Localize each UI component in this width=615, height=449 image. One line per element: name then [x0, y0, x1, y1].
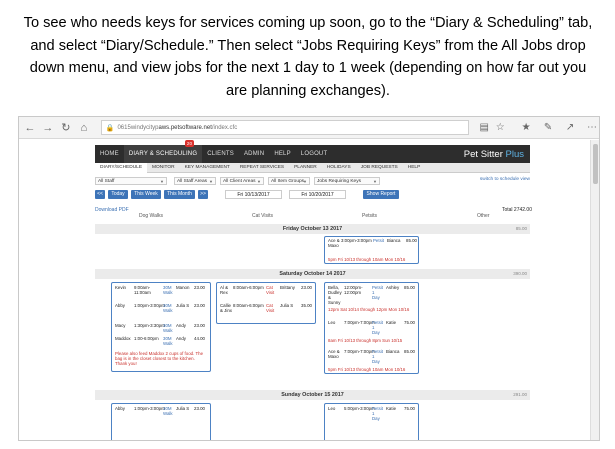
client-areas-select[interactable] — [220, 177, 264, 185]
job-pet-name: Abby — [115, 303, 126, 308]
job-staff: Andy — [176, 323, 187, 328]
job-pet-name: Maddox — [115, 336, 131, 341]
job-card[interactable] — [324, 236, 419, 264]
filter-bar — [95, 177, 530, 187]
client-areas-value: All Client Areas — [223, 179, 256, 184]
staff-select[interactable] — [95, 177, 167, 185]
job-amount: 35.00 — [301, 303, 312, 308]
job-amount: 85.00 — [404, 285, 415, 290]
job-pet-name: Al & Rex — [220, 285, 229, 295]
nav-admin[interactable]: ADMIN — [243, 151, 265, 157]
page-viewport — [19, 140, 590, 440]
day-amount: 291.00 — [513, 392, 527, 397]
col-petsits: Petsits — [362, 213, 378, 219]
chevron-down-icon: ▼ — [373, 179, 377, 184]
job-note: 5pm Fri 10/13 through 10am Mon 10/16 — [328, 367, 406, 372]
staff-select-value: All Staff — [98, 179, 115, 184]
lock-icon: 🔒 — [105, 124, 115, 132]
chevron-down-icon: ▼ — [257, 179, 261, 184]
job-time: 1:30pm-3:30pm — [134, 323, 165, 328]
to-date-field[interactable]: Fri 10/20/2017 — [289, 190, 346, 199]
subnav-monitor[interactable]: MONITOR — [152, 164, 175, 170]
browser-toolbar — [19, 117, 599, 139]
nav-diary-scheduling-label: DIARY & SCHEDULING — [128, 151, 198, 157]
job-time: 8:00am-6:00pm — [233, 285, 264, 290]
subnav-holidays[interactable]: HOLIDAYS — [326, 164, 351, 170]
notification-badge: 20 — [186, 141, 193, 146]
job-amount: 85.00 — [406, 238, 417, 243]
sub-nav — [95, 163, 530, 173]
job-amount: 44.00 — [194, 336, 205, 341]
subnav-planner[interactable]: PLANNER — [294, 164, 317, 170]
nav-clients[interactable]: CLIENTS — [207, 151, 234, 157]
instruction-caption: To see who needs keys for services coming up soon, go to the “Diary & Scheduling” tab, and select “Diary/Schedule.” Then select “Jobs Requiring Keys” from the All Jobs drop down menu, and view jobs for the next 1 day to 1 week (depending on how far out you are planning exchanges). — [23, 15, 593, 99]
job-staff: Julia S — [176, 406, 190, 411]
job-pet-name: Leo — [328, 406, 336, 411]
day-title: Saturday October 14 2017 — [279, 271, 346, 277]
job-staff: Ashley — [386, 285, 400, 290]
jobs-select[interactable] — [314, 177, 380, 185]
job-card[interactable] — [111, 282, 211, 372]
subnav-key-management[interactable]: KEY MANAGEMENT — [184, 164, 230, 170]
job-pet-name: Abby — [115, 406, 126, 411]
job-staff: Bianca — [386, 349, 400, 354]
job-amount: 23.00 — [301, 285, 312, 290]
staff-areas-value: All Staff Areas — [177, 179, 208, 184]
this-month-button[interactable]: This Month — [164, 190, 195, 199]
chevron-down-icon: ▼ — [303, 179, 307, 184]
chevron-down-icon: ▼ — [209, 179, 213, 184]
refresh-icon[interactable]: ↻ — [61, 122, 71, 134]
job-time: 1:00pm-3:00pm — [134, 406, 165, 411]
url-prefix: 0615windycityp — [117, 124, 159, 131]
job-service: Petsit — [373, 238, 384, 243]
next-button[interactable]: >> — [198, 190, 208, 199]
job-card[interactable] — [216, 282, 316, 324]
from-date-field[interactable]: Fri 10/13/2017 — [225, 190, 282, 199]
subnav-help[interactable]: HELP — [407, 164, 421, 170]
job-service: Petsit 1 Day — [372, 285, 383, 300]
job-amount: 23.00 — [194, 285, 205, 290]
more-icon[interactable]: ⋯ — [586, 122, 597, 133]
nav-home[interactable]: HOME — [100, 151, 119, 157]
day-header-friday — [95, 224, 530, 234]
job-time: 12:00pm-12:00pm — [344, 285, 363, 295]
job-time: 7:00pm-7:00pm — [344, 349, 375, 354]
day-amount: 390.00 — [513, 271, 527, 276]
item-groups-value: All Item Groups — [271, 179, 305, 184]
job-time: 8:00am-6:00pm — [233, 303, 264, 308]
back-icon[interactable]: ← — [24, 121, 36, 134]
job-staff: Julia S — [280, 303, 294, 308]
job-card[interactable] — [324, 403, 419, 441]
day-amount: 85.00 — [515, 226, 527, 231]
url-host: aws.petsoftware.net — [158, 124, 212, 131]
job-staff: Julia S — [176, 303, 190, 308]
brand-plus: Plus — [505, 148, 524, 160]
download-pdf-link[interactable]: Download PDF — [95, 207, 129, 213]
col-cat-visits: Cat Visits — [252, 213, 274, 219]
job-staff: Andy — [176, 336, 187, 341]
job-pet-name: Bella, Dudley & Sunny — [328, 285, 342, 305]
app-main-nav — [95, 141, 530, 163]
job-amount: 23.00 — [194, 406, 205, 411]
nav-help[interactable]: HELP — [274, 151, 291, 157]
reading-view-icon[interactable]: ▤ — [479, 122, 489, 133]
job-pet-name: Macy — [115, 323, 126, 328]
job-amount: 75.00 — [404, 320, 415, 325]
job-pet-name: Kevin — [115, 285, 126, 290]
job-amount: 75.00 — [404, 406, 415, 411]
job-amount: 23.00 — [194, 323, 205, 328]
day-title: Sunday October 15 2017 — [281, 392, 344, 398]
job-service: 30M Walk — [163, 303, 173, 313]
job-staff: Manon — [176, 285, 190, 290]
job-staff: Katie — [386, 406, 397, 411]
job-note: 5pm Fri 10/13 through 10am Mon 10/16 — [328, 257, 406, 262]
total-amount: Total 2742.00 — [501, 207, 532, 213]
switch-schedule-view-link[interactable]: switch to schedule view — [479, 177, 530, 182]
date-range-bar — [95, 189, 530, 201]
brand-logo — [464, 149, 530, 160]
job-time: 9:00am-11:00am — [134, 285, 151, 295]
scrollbar-thumb[interactable] — [593, 144, 598, 184]
job-time: 1:00pm-3:00pm — [134, 303, 165, 308]
nav-logout[interactable]: LOGOUT — [300, 151, 328, 157]
job-pet-name: Ace & Maxo — [328, 238, 340, 248]
job-service: Petsit 1 Day — [372, 406, 383, 421]
show-report-button[interactable]: Show Report — [363, 190, 399, 199]
jobs-select-value: Jobs Requiring Keys — [317, 179, 361, 184]
address-bar[interactable] — [101, 120, 470, 135]
nav-diary-scheduling[interactable] — [124, 141, 202, 163]
staff-areas-select[interactable] — [174, 177, 216, 185]
subnav-diary-schedule[interactable]: DIARY/SCHEDULE — [95, 163, 147, 173]
job-amount: 85.00 — [404, 349, 415, 354]
day-header-saturday — [95, 269, 530, 279]
job-staff: Brittany — [280, 285, 295, 290]
job-service: Cat Visit — [266, 285, 275, 295]
job-service: Petsit 1 Day — [372, 320, 383, 335]
job-pet-name: Callie & Jinx — [220, 303, 232, 313]
pen-icon[interactable]: ✎ — [543, 122, 553, 133]
job-service: 30M Walk — [163, 285, 173, 295]
url-path: /index.cfc — [211, 124, 238, 131]
vertical-scrollbar[interactable] — [590, 140, 599, 440]
job-pet-name: Ace & Maxo — [328, 349, 340, 359]
chevron-down-icon: ▼ — [160, 179, 164, 184]
prev-button[interactable]: << — [95, 190, 105, 199]
job-service: 30M Walk — [163, 336, 173, 346]
col-dog-walks: Dog Walks — [139, 213, 163, 219]
job-service: Petsit 1 Day — [372, 349, 383, 364]
job-staff: Katie — [386, 320, 397, 325]
forward-icon[interactable]: → — [42, 121, 54, 134]
day-title: Friday October 13 2017 — [282, 226, 343, 232]
job-card[interactable] — [324, 282, 419, 374]
job-time: 7:00pm-7:00pm — [344, 320, 375, 325]
job-note: 8am Fri 10/13 through 8pm Sun 10/15 — [328, 338, 403, 343]
today-button[interactable]: Today — [108, 190, 128, 199]
subnav-repeat-services[interactable]: REPEAT SERVICES — [239, 164, 285, 170]
job-note: 12pm Sat 10/14 through 12pm Mon 10/16 — [328, 307, 410, 312]
home-icon[interactable]: ⌂ — [80, 121, 88, 134]
subnav-job-requests[interactable]: JOB REQUESTS — [360, 164, 398, 170]
share-icon[interactable]: ↗ — [565, 122, 575, 133]
job-time: 5:00pm-3:00pm — [344, 406, 375, 411]
job-service: 30M Walk — [163, 406, 173, 416]
col-other: Other — [477, 213, 490, 219]
job-time: 3:00pm-3:00pm — [341, 238, 372, 243]
job-service: 30M Walk — [163, 323, 173, 333]
job-time: 1:00-6:00pm — [134, 336, 159, 341]
day-header-sunday — [95, 390, 530, 400]
job-service: Cat Visit — [266, 303, 275, 313]
favorites-hub-icon[interactable]: ★ — [521, 122, 531, 133]
column-headers — [95, 213, 530, 221]
job-note: Please also feed Maddox 2 cups of food. The bag is in the closet closest to the kitchen. Thank you! — [115, 351, 204, 366]
this-week-button[interactable]: This Week — [131, 190, 161, 199]
item-groups-select[interactable] — [268, 177, 310, 185]
job-pet-name: Leo — [328, 320, 336, 325]
brand-main: Pet Sitter — [463, 148, 503, 160]
job-staff: Bianca — [387, 238, 401, 243]
job-amount: 23.00 — [194, 303, 205, 308]
browser-window — [18, 116, 600, 441]
favorite-star-icon[interactable]: ☆ — [495, 122, 505, 133]
job-card[interactable] — [111, 403, 211, 441]
